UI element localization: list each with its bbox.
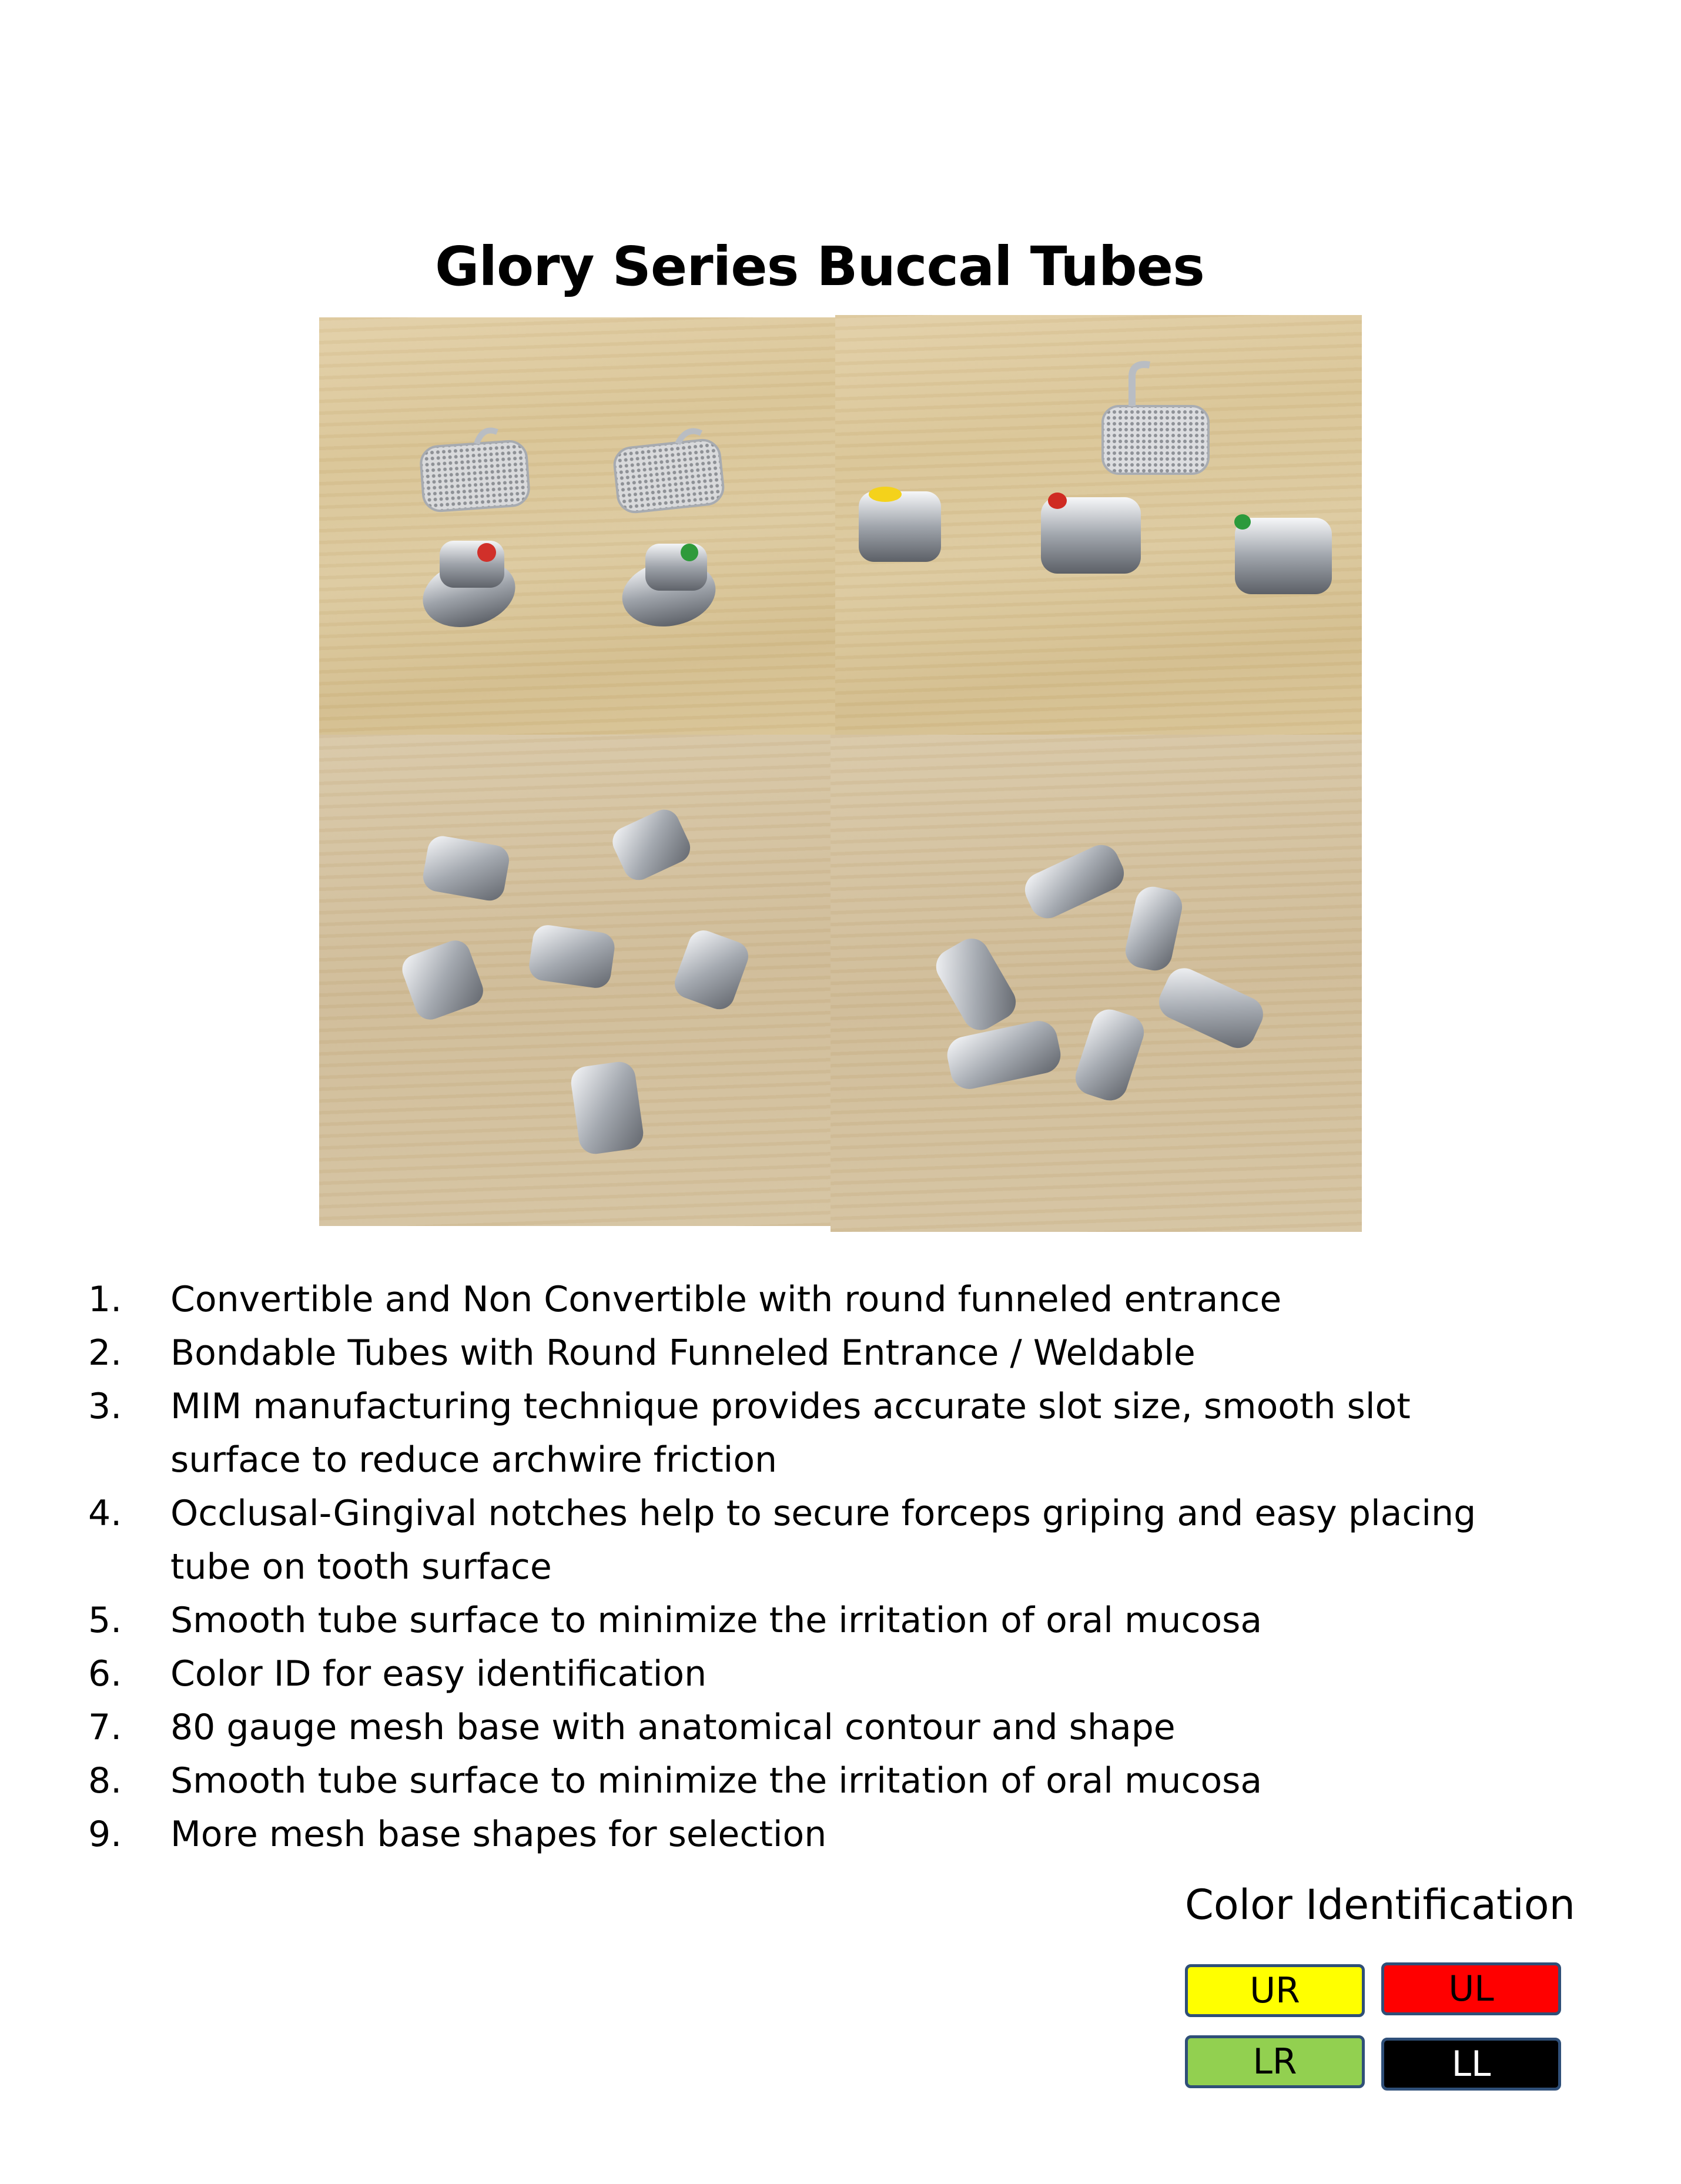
list-item-number: 1. (88, 1279, 122, 1320)
photo-mesh-bases-top-view (319, 317, 835, 735)
list-item-text: Color ID for easy identification (170, 1653, 707, 1694)
photo-mesh-bases-illustration (319, 317, 835, 735)
list-item-text: 80 gauge mesh base with anatomical contour and shape (170, 1707, 1176, 1748)
list-item (82, 1594, 1552, 1647)
list-item (82, 1487, 1552, 1594)
list-item (82, 1327, 1552, 1380)
photo-tubes-cluster-right-illustration (831, 735, 1362, 1232)
tube-red-dot (415, 541, 523, 637)
photo-color-coded-tubes (835, 315, 1362, 735)
list-item (82, 1380, 1552, 1487)
list-item-number: 3. (88, 1386, 122, 1427)
photo-tubes-cluster-left-illustration (319, 735, 831, 1226)
mesh-base-top (1103, 364, 1208, 474)
tube-red (1041, 493, 1141, 574)
list-item-number: 4. (88, 1493, 122, 1534)
page-title: Glory Series Buccal Tubes (435, 235, 1204, 298)
list-item (82, 1754, 1552, 1808)
color-swatch-lr (1185, 2035, 1365, 2088)
tube-green (1234, 514, 1332, 594)
photo-tubes-cluster-right (831, 735, 1362, 1232)
tube-green-dot (617, 544, 721, 634)
list-item-number: 8. (88, 1760, 122, 1801)
swatch-label: LL (1451, 2044, 1491, 2085)
list-item-text: Smooth tube surface to minimize the irritation of oral mucosa (170, 1760, 1263, 1801)
list-item (82, 1273, 1552, 1327)
list-item-text: MIM manufacturing technique provides accurate slot size, smooth slot surface to reduce archwire friction (170, 1386, 1411, 1480)
swatch-label: LR (1253, 2041, 1297, 2082)
mesh-base-left (420, 431, 530, 512)
color-identification-title: Color Identification (1185, 1881, 1575, 1929)
list-item (82, 1701, 1552, 1754)
list-item-number: 9. (88, 1814, 122, 1855)
photo-tubes-cluster-left (319, 735, 831, 1226)
list-item-number: 6. (88, 1653, 122, 1694)
swatch-label: UR (1250, 1970, 1300, 2011)
photo-color-coded-tubes-illustration (835, 315, 1362, 735)
swatch-label: UL (1448, 1968, 1494, 2009)
tube-yellow (859, 487, 941, 562)
list-item-text: More mesh base shapes for selection (170, 1814, 827, 1855)
list-item-text: Convertible and Non Convertible with round funneled entrance (170, 1279, 1282, 1320)
list-item-text: Smooth tube surface to minimize the irritation of oral mucosa (170, 1600, 1263, 1641)
list-item-text: Occlusal-Gingival notches help to secure forceps griping and easy placing tube on tooth surface (170, 1493, 1476, 1587)
list-item (82, 1808, 1552, 1861)
mesh-base-right (613, 431, 725, 514)
list-item-number: 7. (88, 1707, 122, 1748)
color-swatch-ll (1381, 2038, 1561, 2091)
list-item-number: 5. (88, 1600, 122, 1641)
feature-list (82, 1273, 1552, 1861)
list-item (82, 1647, 1552, 1701)
list-item-number: 2. (88, 1332, 122, 1374)
list-item-text: Bondable Tubes with Round Funneled Entrance / Weldable (170, 1332, 1196, 1374)
color-swatch-ur (1185, 1964, 1365, 2017)
color-swatch-ul (1381, 1962, 1561, 2015)
